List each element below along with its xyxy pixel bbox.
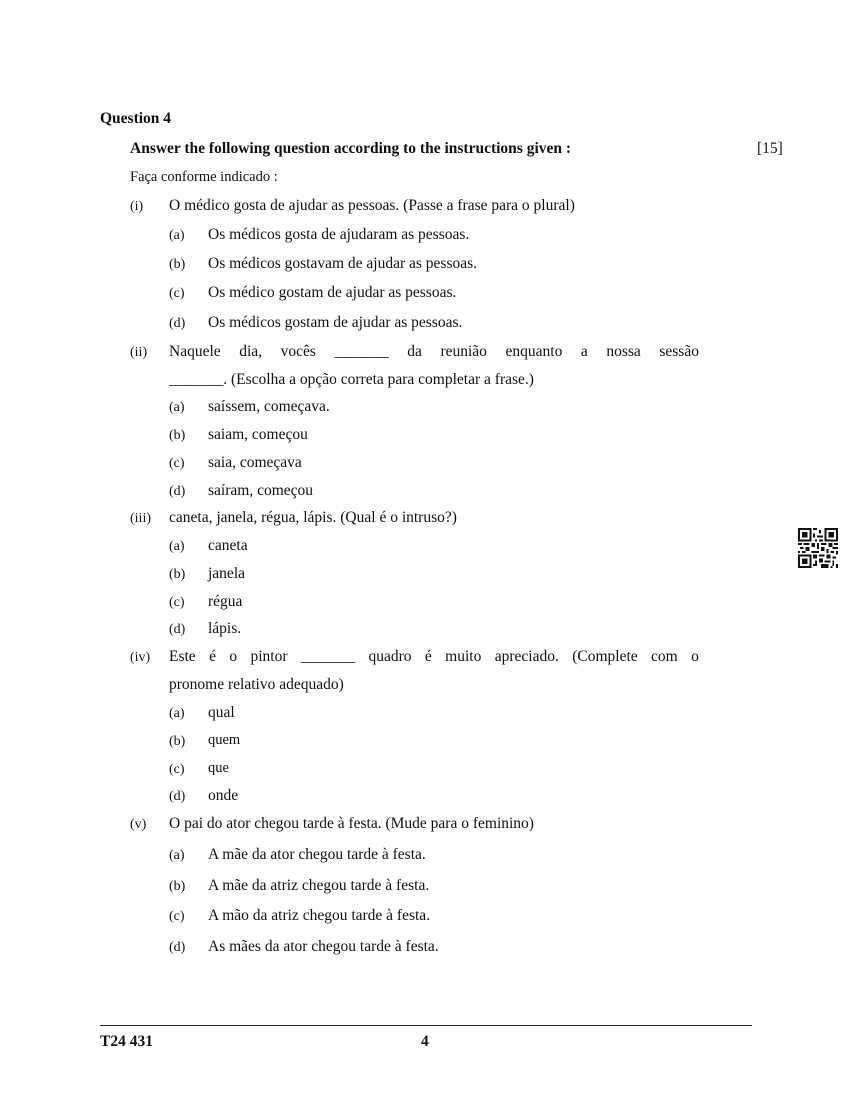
option-label: (a) <box>169 400 185 415</box>
sub-instruction: Faça conforme indicado : <box>130 169 278 185</box>
answer-blank: _______ <box>300 648 356 665</box>
option-text: onde <box>208 787 239 804</box>
option-label: (b) <box>169 257 186 272</box>
option-label: (d) <box>169 484 186 499</box>
question-word: enquanto <box>505 343 563 360</box>
question-word: da <box>407 343 422 360</box>
question-word: o <box>691 648 699 665</box>
option-label: (d) <box>169 940 186 955</box>
option-label: (a) <box>169 228 185 243</box>
question-word: é <box>209 648 216 665</box>
question-title: Question 4 <box>100 110 172 127</box>
question-text-line-2: _______. (Escolha a opção correta para completar a frase.) <box>169 371 534 388</box>
paper-code: T24 431 <box>100 1033 153 1050</box>
option-label: (c) <box>169 595 185 610</box>
option-label: (d) <box>169 316 186 331</box>
option-label: (d) <box>169 622 186 637</box>
option-label: (c) <box>169 456 185 471</box>
question-word: nossa <box>606 343 641 360</box>
question-word: Este <box>169 648 196 665</box>
question-word: vocês <box>280 343 316 360</box>
option-label: (c) <box>169 762 185 777</box>
question-text-line-1 <box>169 648 699 666</box>
question-word: dia, <box>239 343 263 360</box>
option-text: lápis. <box>208 620 242 637</box>
question-number: (iv) <box>130 650 151 665</box>
option-text: régua <box>208 593 243 610</box>
question-text-line-1 <box>169 343 699 361</box>
question-number: (v) <box>130 817 147 832</box>
question-word: o <box>229 648 238 665</box>
option-text: saíram, começou <box>208 482 314 499</box>
option-label: (c) <box>169 286 185 301</box>
option-text: quem <box>208 732 241 748</box>
question-number: (ii) <box>130 345 148 360</box>
option-text: A mãe da ator chegou tarde à festa. <box>208 846 426 863</box>
question-word: pintor <box>250 648 288 665</box>
qr-code-icon <box>798 527 838 569</box>
question-word: muito <box>445 648 482 665</box>
question-word: a <box>580 343 588 360</box>
option-text: Os médicos gosta de ajudaram as pessoas. <box>208 226 470 243</box>
question-word: Naquele <box>169 343 221 360</box>
question-word: é <box>424 648 432 665</box>
option-text: que <box>208 760 229 776</box>
option-label: (d) <box>169 789 186 804</box>
option-label: (b) <box>169 734 186 749</box>
question-word: reunião <box>440 343 487 360</box>
option-text: caneta <box>208 537 248 554</box>
option-text: Os médicos gostavam de ajudar as pessoas. <box>208 255 478 272</box>
option-label: (a) <box>169 539 185 554</box>
option-label: (a) <box>169 706 185 721</box>
option-text: saia, começava <box>208 454 302 471</box>
question-number: (iii) <box>130 511 151 526</box>
question-word: (Complete <box>572 648 638 665</box>
question-text: caneta, janela, régua, lápis. (Qual é o intruso?) <box>169 509 457 526</box>
option-text: qual <box>208 704 235 721</box>
question-word: quadro <box>368 648 412 665</box>
option-label: (b) <box>169 567 186 582</box>
question-word: sessão <box>659 343 699 360</box>
page-number: 4 <box>421 1033 429 1050</box>
option-text: As mães da ator chegou tarde à festa. <box>208 938 439 955</box>
footer-divider <box>100 1025 752 1026</box>
marks-label: [15] <box>757 140 783 157</box>
option-text: Os médicos gostam de ajudar as pessoas. <box>208 314 463 331</box>
question-text-line-2: pronome relativo adequado) <box>169 676 344 693</box>
option-label: (a) <box>169 848 185 863</box>
option-text: A mãe da atriz chegou tarde à festa. <box>208 877 430 894</box>
option-text: saiam, começou <box>208 426 308 443</box>
option-text: saíssem, começava. <box>208 398 330 415</box>
option-text: Os médico gostam de ajudar as pessoas. <box>208 284 457 301</box>
answer-blank: _______ <box>334 343 389 360</box>
question-word: com <box>651 648 678 665</box>
option-label: (b) <box>169 428 186 443</box>
question-text: O pai do ator chegou tarde à festa. (Mude para o feminino) <box>169 815 534 832</box>
option-label: (c) <box>169 909 185 924</box>
question-word: apreciado. <box>494 648 559 665</box>
option-text: A mão da atriz chegou tarde à festa. <box>208 907 431 924</box>
instruction-text: Answer the following question according to the instructions given : <box>130 140 572 157</box>
option-text: janela <box>208 565 246 582</box>
question-text: O médico gosta de ajudar as pessoas. (Passe a frase para o plural) <box>169 197 575 214</box>
question-number: (i) <box>130 199 144 214</box>
option-label: (b) <box>169 879 186 894</box>
